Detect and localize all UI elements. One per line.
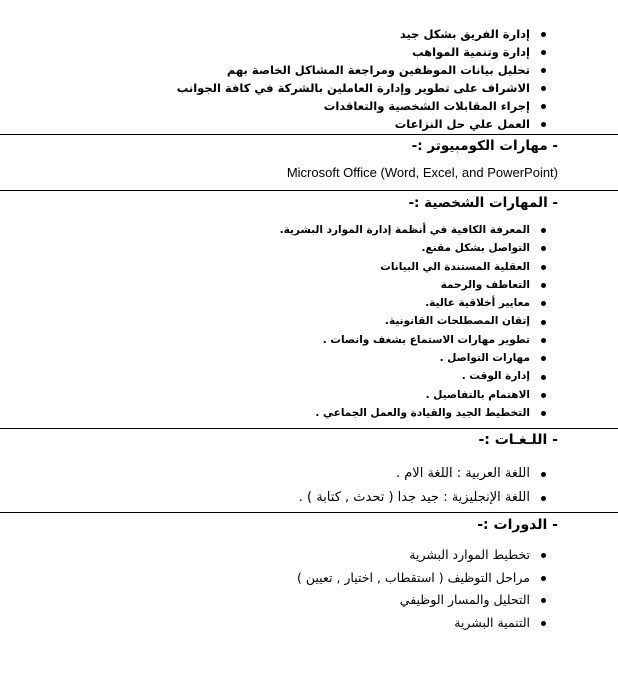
section-divider bbox=[0, 428, 618, 429]
list-item: إجراء المقابلات الشخصية والتعاقدات bbox=[177, 97, 548, 115]
personal-skills-list bbox=[280, 221, 548, 422]
list-item: اللغة العربية : اللغة الام . bbox=[299, 462, 548, 486]
courses-heading: - الدورات :- bbox=[477, 517, 558, 533]
list-item: إتقان المصطلحات القانونية. bbox=[280, 312, 548, 330]
list-item: معايير أخلاقية عالية. bbox=[280, 294, 548, 312]
list-item: تحليل بيانات الموظفين ومراجعة المشاكل الخاصة بهم bbox=[177, 61, 548, 79]
languages-list bbox=[299, 462, 548, 510]
list-item: مهارات التواصل . bbox=[280, 349, 548, 367]
section-divider bbox=[0, 134, 618, 135]
list-item: التحليل والمسار الوظيفي bbox=[297, 589, 548, 612]
list-item: تخطيط الموارد البشرية bbox=[297, 544, 548, 567]
computer-skills-line: Microsoft Office (Word, Excel, and PowerPoint) bbox=[286, 165, 558, 180]
list-item: تطوير مهارات الاستماع بشغف وانصات . bbox=[280, 331, 548, 349]
personal-skills-heading: - المهارات الشخصية :- bbox=[408, 195, 558, 211]
list-item: التنمية البشرية bbox=[297, 612, 548, 635]
list-item: التواصل بشكل مقنع. bbox=[280, 239, 548, 257]
management-skills-list bbox=[177, 25, 548, 133]
list-item: إدارة الفريق بشكل جيد bbox=[177, 25, 548, 43]
list-item: الاهتمام بالتفاصيل . bbox=[280, 386, 548, 404]
list-item: العقلية المستندة الي البيانات bbox=[280, 258, 548, 276]
section-divider bbox=[0, 190, 618, 191]
list-item: إدارة وتنمية المواهب bbox=[177, 43, 548, 61]
list-item: إدارة الوقت . bbox=[280, 367, 548, 385]
list-item: التخطيط الجيد والقيادة والعمل الجماعي . bbox=[280, 404, 548, 422]
list-item: العمل علي حل النزاعات bbox=[177, 115, 548, 133]
section-divider bbox=[0, 512, 618, 513]
computer-skills-heading: - مهارات الكومبيوتر :- bbox=[411, 138, 558, 154]
languages-heading: - اللـغـات :- bbox=[478, 432, 558, 448]
list-item: المعرفة الكافية في أنظمة إدارة الموارد البشرية. bbox=[280, 221, 548, 239]
courses-list bbox=[297, 544, 548, 634]
list-item: اللغة الإنجليزية : جيد جدا ( تحدث , كتابة ) . bbox=[299, 486, 548, 510]
list-item: التعاطف والرحمة bbox=[280, 276, 548, 294]
list-item: الاشراف على تطوير وإدارة العاملين بالشركة في كافة الجوانب bbox=[177, 79, 548, 97]
list-item: مراحل التوظيف ( استقطاب , اختيار , تعيين ) bbox=[297, 567, 548, 590]
